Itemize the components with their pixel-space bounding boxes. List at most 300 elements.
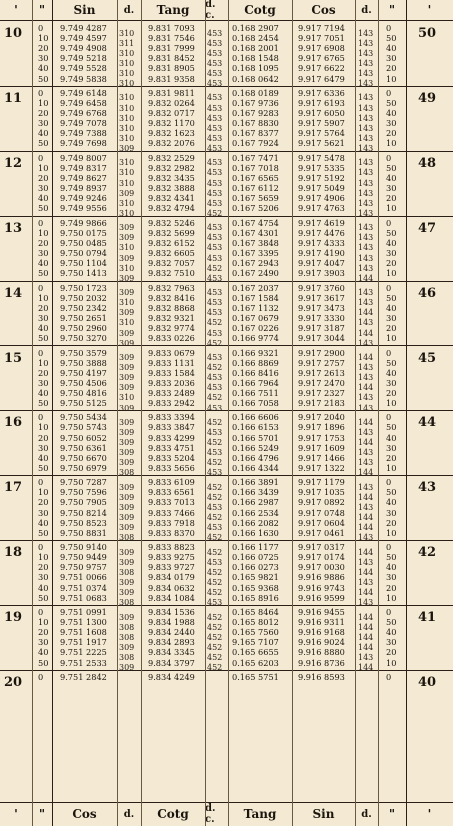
d-sin-cell: 310 [119, 298, 135, 308]
sin-cell: 9.749 6768 [60, 108, 107, 119]
d-common-cell: 453 [207, 448, 223, 458]
cotg-cell: 0.166 7511 [232, 387, 279, 398]
table-row [0, 497, 453, 507]
d-cos-cell: 143 [358, 653, 374, 663]
d-sin-cell: 309 [119, 363, 135, 373]
column-rule [52, 0, 53, 826]
d-common-cell: 452 [207, 632, 223, 642]
second-right-cell: 50 [386, 227, 397, 238]
sin-cell: 9.749 4287 [60, 23, 107, 33]
second-right-cell: 30 [386, 377, 397, 388]
sin-cell: 9.751 0991 [60, 607, 107, 618]
cotg-cell: 0.167 3395 [232, 247, 279, 258]
sin-cell: 9.749 8317 [60, 162, 107, 173]
second-right-cell: 40 [386, 43, 397, 54]
tang-cell: 9.832 1623 [148, 128, 195, 139]
header-sin: Sin [73, 3, 96, 17]
d-cos-cell: 143 [358, 503, 374, 513]
table-row [0, 293, 453, 303]
table-row [0, 153, 453, 163]
table-row [0, 627, 453, 637]
cos-cell: 9.917 6479 [298, 73, 345, 84]
second-cell: 50 [38, 657, 49, 668]
footer-minute-right: ' [427, 807, 432, 821]
cos-cell: 9.917 1753 [298, 432, 345, 443]
tang-cell: 9.833 2036 [148, 377, 195, 388]
minute-group [0, 217, 453, 282]
second-cell: 20 [38, 302, 49, 313]
second-cell: 40 [38, 128, 49, 139]
tang-cell: 9.833 9275 [148, 552, 195, 563]
cotg-cell: 0.166 4796 [232, 452, 279, 463]
table-row [0, 43, 453, 53]
second-right-cell: 10 [386, 398, 397, 408]
d-sin-cell: 308 [119, 632, 135, 642]
sin-cell: 9.750 0485 [60, 237, 107, 248]
tang-cell: 9.831 7546 [148, 33, 195, 44]
second-cell: 40 [38, 63, 49, 74]
d-sin-cell: 310 [119, 393, 135, 403]
d-sin-cell: 309 [119, 588, 135, 598]
cos-cell: 9.916 8736 [298, 657, 345, 668]
d-common-cell: 452 [207, 642, 223, 652]
d-common-cell: 453 [207, 233, 223, 243]
d-sin-cell: 309 [119, 557, 135, 567]
d-common-cell: 453 [207, 223, 223, 233]
cos-cell: 9.917 1035 [298, 487, 345, 498]
cotg-cell: 0.166 7058 [232, 398, 279, 408]
d-common-cell: 452 [207, 578, 223, 588]
d-common-cell: 453 [207, 68, 223, 78]
second-cell: 0 [38, 152, 44, 163]
sin-cell: 9.750 2342 [60, 302, 107, 313]
second-cell: 30 [38, 247, 49, 258]
d-sin-cell: 310 [119, 243, 135, 253]
cos-cell: 9.917 5621 [298, 138, 345, 149]
second-right-cell: 30 [386, 507, 397, 518]
d-cos-cell: 143 [358, 48, 374, 58]
second-cell: 20 [38, 627, 49, 638]
tang-cell: 9.831 8905 [148, 63, 195, 74]
second-right-cell: 40 [386, 302, 397, 313]
d-common-cell: 453 [207, 133, 223, 143]
sin-cell: 9.751 2225 [60, 647, 107, 658]
minute-label-right: 47 [418, 220, 437, 236]
sin-cell: 9.750 6361 [60, 442, 107, 453]
cotg-cell: 0.166 2987 [232, 497, 279, 508]
d-common-cell: 453 [207, 28, 223, 38]
column-rule [406, 0, 407, 826]
cotg-cell: 0.167 7471 [232, 152, 279, 163]
cotg-cell: 0.168 2454 [232, 33, 279, 44]
cotg-cell: 0.165 8916 [232, 592, 279, 603]
d-cos-cell: 143 [358, 533, 374, 543]
d-cos-cell: 144 [358, 567, 374, 577]
d-sin-cell: 309 [119, 233, 135, 243]
d-sin-cell: 309 [119, 253, 135, 263]
sin-cell: 9.751 2842 [60, 672, 107, 682]
d-sin-cell: 309 [119, 403, 135, 413]
second-cell: 0 [38, 607, 44, 618]
sin-cell: 9.750 3579 [60, 347, 107, 358]
d-cos-cell: 143 [358, 133, 374, 143]
d-common-cell: 452 [207, 513, 223, 523]
d-cos-cell: 143 [358, 198, 374, 208]
table-row [0, 23, 453, 33]
d-common-cell: 453 [207, 103, 223, 113]
table-row [0, 258, 453, 268]
cotg-cell: 0.167 8830 [232, 118, 279, 129]
table-row [0, 433, 453, 443]
table-footer [0, 802, 453, 825]
second-right-cell: 30 [386, 442, 397, 453]
sin-cell: 9.750 1723 [60, 282, 107, 293]
tang-cell: 9.834 1536 [148, 607, 195, 618]
d-sin-cell: 309 [119, 612, 135, 622]
tang-cell: 9.832 8868 [148, 302, 195, 313]
tang-cell: 9.834 0179 [148, 572, 195, 583]
sin-cell: 9.749 9246 [60, 193, 107, 204]
minute-label-right: 45 [418, 350, 437, 366]
second-cell: 20 [38, 367, 49, 378]
cotg-cell: 0.166 8869 [232, 357, 279, 368]
tang-cell: 9.832 9774 [148, 322, 195, 333]
d-cos-cell: 143 [358, 393, 374, 403]
header-d-cos: d. [361, 4, 372, 16]
header-cotg: Cotg [244, 3, 276, 17]
cotg-cell: 0.168 0642 [232, 73, 279, 84]
tang-cell: 9.833 0226 [148, 333, 195, 344]
minute-label-right: 50 [418, 26, 437, 41]
tang-cell: 9.832 1170 [148, 118, 195, 129]
table-row [0, 358, 453, 368]
cotg-cell: 0.167 5659 [232, 193, 279, 204]
second-right-cell: 0 [386, 282, 392, 293]
column-rule [228, 0, 229, 826]
table-row [0, 672, 453, 682]
table-row [0, 487, 453, 497]
d-cos-cell: 143 [358, 143, 374, 153]
d-common-cell: 453 [207, 557, 223, 567]
cos-cell: 9.917 1322 [298, 462, 345, 473]
second-cell: 50 [38, 333, 49, 344]
d-common-cell: 453 [207, 308, 223, 318]
footer-cos: Sin [312, 807, 335, 821]
second-right-cell: 10 [386, 268, 397, 279]
sin-cell: 9.750 9449 [60, 552, 107, 563]
tang-cell: 9.831 7999 [148, 43, 195, 54]
table-row [0, 303, 453, 313]
cos-cell: 9.917 4619 [298, 217, 345, 228]
second-right-cell: 20 [386, 452, 397, 463]
tang-cell: 9.832 0264 [148, 97, 195, 108]
cos-cell: 9.917 5764 [298, 128, 345, 139]
d-sin-cell: 309 [119, 308, 135, 318]
cos-cell: 9.917 0461 [298, 527, 345, 538]
cos-cell: 9.917 0892 [298, 497, 345, 508]
d-sin-cell: 310 [119, 93, 135, 103]
minute-label-right: 48 [418, 155, 437, 171]
tang-cell: 9.833 2489 [148, 387, 195, 398]
d-sin-cell: 309 [119, 373, 135, 383]
d-cos-cell: 143 [358, 263, 374, 273]
header-minute-right: ' [427, 3, 432, 17]
tang-cell: 9.832 2529 [148, 152, 195, 163]
d-common-cell: 452 [207, 622, 223, 632]
second-cell: 50 [38, 138, 49, 149]
minute-label: 20 [4, 675, 23, 690]
footer-minute: ' [14, 807, 18, 821]
table-row [0, 607, 453, 617]
cos-cell: 9.917 7051 [298, 33, 345, 44]
cos-cell: 9.916 9168 [298, 627, 345, 638]
d-cos-cell: 143 [358, 428, 374, 438]
table-header [0, 0, 453, 21]
table-row [0, 463, 453, 473]
cotg-cell: 0.166 6606 [232, 412, 279, 423]
second-cell: 10 [38, 422, 49, 433]
second-cell: 40 [38, 452, 49, 463]
cos-cell: 9.917 6050 [298, 108, 345, 119]
d-common-cell: 452 [207, 458, 223, 468]
cotg-cell: 0.167 9736 [232, 97, 279, 108]
cotg-cell: 0.166 6153 [232, 422, 279, 433]
d-sin-cell: 309 [119, 503, 135, 513]
tang-cell: 9.832 7963 [148, 282, 195, 293]
tang-cell: 9.832 7510 [148, 268, 195, 279]
d-sin-cell: 310 [119, 263, 135, 273]
table-row [0, 228, 453, 238]
d-cos-cell: 143 [358, 448, 374, 458]
cos-cell: 9.917 3760 [298, 282, 345, 293]
cotg-cell: 0.167 3848 [232, 237, 279, 248]
table-row [0, 453, 453, 463]
second-right-cell: 0 [386, 217, 392, 228]
sin-cell: 9.750 2651 [60, 312, 107, 323]
d-sin-cell: 309 [119, 288, 135, 298]
d-sin-cell: 309 [119, 417, 135, 427]
table-row [0, 477, 453, 487]
table-row [0, 368, 453, 378]
sin-cell: 9.749 7388 [60, 128, 107, 139]
d-cos-cell: 144 [358, 438, 374, 448]
cotg-cell: 0.166 4344 [232, 462, 279, 473]
d-sin-cell: 309 [119, 438, 135, 448]
d-common-cell: 453 [207, 468, 223, 478]
cos-cell: 9.917 4763 [298, 203, 345, 214]
second-right-cell: 50 [386, 357, 397, 368]
column-rule [141, 0, 142, 826]
sin-cell: 9.749 5838 [60, 73, 107, 84]
cos-cell: 9.917 0317 [298, 542, 345, 553]
tang-cell: 9.831 8452 [148, 53, 195, 64]
d-common-cell: 453 [207, 523, 223, 533]
second-right-cell: 10 [386, 138, 397, 149]
second-cell: 50 [38, 73, 49, 84]
second-right-cell: 10 [386, 462, 397, 473]
tang-cell: 9.834 1084 [148, 592, 195, 603]
minute-group [0, 87, 453, 152]
d-sin-cell: 310 [119, 58, 135, 68]
sin-cell: 9.750 8214 [60, 507, 107, 518]
d-common-cell: 453 [207, 288, 223, 298]
cos-cell: 9.917 1466 [298, 452, 345, 463]
d-common-cell: 452 [207, 363, 223, 373]
d-cos-cell: 143 [358, 557, 374, 567]
d-sin-cell: 309 [119, 642, 135, 652]
d-common-cell: 452 [207, 338, 223, 348]
table-row [0, 33, 453, 43]
cos-cell: 9.917 0604 [298, 517, 345, 528]
second-cell: 0 [38, 87, 44, 98]
cos-cell: 9.917 5907 [298, 118, 345, 129]
cos-cell: 9.917 6193 [298, 97, 345, 108]
tang-cell: 9.832 7057 [148, 258, 195, 269]
table-row [0, 398, 453, 408]
second-right-cell: 0 [386, 672, 392, 682]
tang-cell: 9.833 6561 [148, 487, 195, 498]
table-row [0, 183, 453, 193]
second-cell: 10 [38, 617, 49, 628]
cos-cell: 9.917 0174 [298, 552, 345, 563]
d-sin-cell: 309 [119, 513, 135, 523]
second-right-cell: 0 [386, 607, 392, 618]
second-right-cell: 50 [386, 162, 397, 173]
minute-label-right: 49 [418, 90, 437, 106]
second-right-cell: 50 [386, 33, 397, 44]
cotg-cell: 0.166 9774 [232, 333, 279, 344]
sin-cell: 9.749 7078 [60, 118, 107, 129]
second-right-cell: 50 [386, 422, 397, 433]
header-minute: ' [14, 3, 18, 17]
d-cos-cell: 144 [358, 663, 374, 673]
d-cos-cell: 144 [358, 642, 374, 652]
d-common-cell: 452 [207, 547, 223, 557]
d-common-cell: 452 [207, 318, 223, 328]
second-cell: 30 [38, 312, 49, 323]
second-right-cell: 10 [386, 527, 397, 538]
second-right-cell: 40 [386, 497, 397, 508]
cotg-cell: 0.166 0725 [232, 552, 279, 563]
cos-cell: 9.917 3187 [298, 322, 345, 333]
column-rule [117, 0, 118, 826]
d-common-cell: 453 [207, 58, 223, 68]
table-row [0, 128, 453, 138]
footer-second-right: " [388, 807, 396, 821]
cotg-cell: 0.167 7018 [232, 162, 279, 173]
second-right-cell: 50 [386, 617, 397, 628]
cotg-cell: 0.167 2037 [232, 282, 279, 293]
second-cell: 40 [38, 387, 49, 398]
d-common-cell: 452 [207, 438, 223, 448]
second-cell: 10 [38, 33, 49, 44]
cotg-cell: 0.167 4754 [232, 217, 279, 228]
second-right-cell: 0 [386, 87, 392, 98]
sin-cell: 9.749 6148 [60, 87, 107, 98]
table-body [0, 22, 453, 801]
sin-cell: 9.750 6052 [60, 432, 107, 443]
d-cos-cell: 143 [358, 403, 374, 413]
second-cell: 50 [38, 527, 49, 538]
sin-cell: 9.750 3270 [60, 333, 107, 344]
d-sin-cell: 310 [119, 28, 135, 38]
sin-cell: 9.749 9866 [60, 217, 107, 228]
d-sin-cell: 310 [119, 178, 135, 188]
d-cos-cell: 143 [358, 168, 374, 178]
second-cell: 10 [38, 487, 49, 498]
cos-cell: 9.917 2470 [298, 377, 345, 388]
d-sin-cell: 308 [119, 653, 135, 663]
second-right-cell: 0 [386, 347, 392, 358]
cos-cell: 9.916 9311 [298, 617, 345, 628]
tang-cell: 9.834 1988 [148, 617, 195, 628]
tang-cell: 9.833 7466 [148, 507, 195, 518]
tang-cell: 9.832 6152 [148, 237, 195, 248]
second-right-cell: 30 [386, 572, 397, 583]
minute-label: 10 [4, 26, 23, 41]
cos-cell: 9.917 1896 [298, 422, 345, 433]
d-sin-cell: 310 [119, 208, 135, 218]
d-common-cell: 453 [207, 403, 223, 413]
sin-cell: 9.750 8831 [60, 527, 107, 538]
second-right-cell: 50 [386, 292, 397, 303]
cos-cell: 9.917 4047 [298, 258, 345, 269]
d-sin-cell: 309 [119, 458, 135, 468]
table-row [0, 193, 453, 203]
second-cell: 20 [38, 237, 49, 248]
cos-cell: 9.917 0748 [298, 507, 345, 518]
d-cos-cell: 143 [358, 103, 374, 113]
d-sin-cell: 309 [119, 448, 135, 458]
tang-cell: 9.834 3345 [148, 647, 195, 658]
table-row [0, 63, 453, 73]
minute-label: 18 [4, 545, 23, 561]
second-right-cell: 30 [386, 183, 397, 194]
cotg-cell: 0.165 6203 [232, 657, 279, 668]
d-common-cell: 452 [207, 208, 223, 218]
d-common-cell: 452 [207, 567, 223, 577]
d-sin-cell: 309 [119, 188, 135, 198]
d-sin-cell: 309 [119, 523, 135, 533]
second-right-cell: 40 [386, 627, 397, 638]
sin-cell: 9.751 2533 [60, 657, 107, 668]
sin-cell: 9.750 5125 [60, 398, 107, 408]
cos-cell: 9.917 4906 [298, 193, 345, 204]
d-cos-cell: 144 [358, 492, 374, 502]
sin-cell: 9.751 1300 [60, 617, 107, 628]
footer-d-sin: d. [123, 808, 135, 820]
second-cell: 30 [38, 637, 49, 648]
d-common-cell: 453 [207, 168, 223, 178]
sin-cell: 9.751 0066 [60, 572, 107, 583]
d-common-cell: 452 [207, 588, 223, 598]
tang-cell: 9.833 5656 [148, 462, 195, 473]
second-cell: 10 [38, 97, 49, 108]
sin-cell: 9.751 0683 [60, 592, 107, 603]
second-right-cell: 40 [386, 237, 397, 248]
tang-cell: 9.833 1584 [148, 367, 195, 378]
d-sin-cell: 310 [119, 158, 135, 168]
d-cos-cell: 143 [358, 188, 374, 198]
second-cell: 0 [38, 23, 44, 33]
d-sin-cell: 310 [119, 133, 135, 143]
d-cos-cell: 143 [358, 578, 374, 588]
table-row [0, 248, 453, 258]
sin-cell: 9.749 4597 [60, 33, 107, 44]
d-sin-cell: 310 [119, 103, 135, 113]
second-cell: 20 [38, 43, 49, 54]
sin-cell: 9.750 9757 [60, 562, 107, 573]
